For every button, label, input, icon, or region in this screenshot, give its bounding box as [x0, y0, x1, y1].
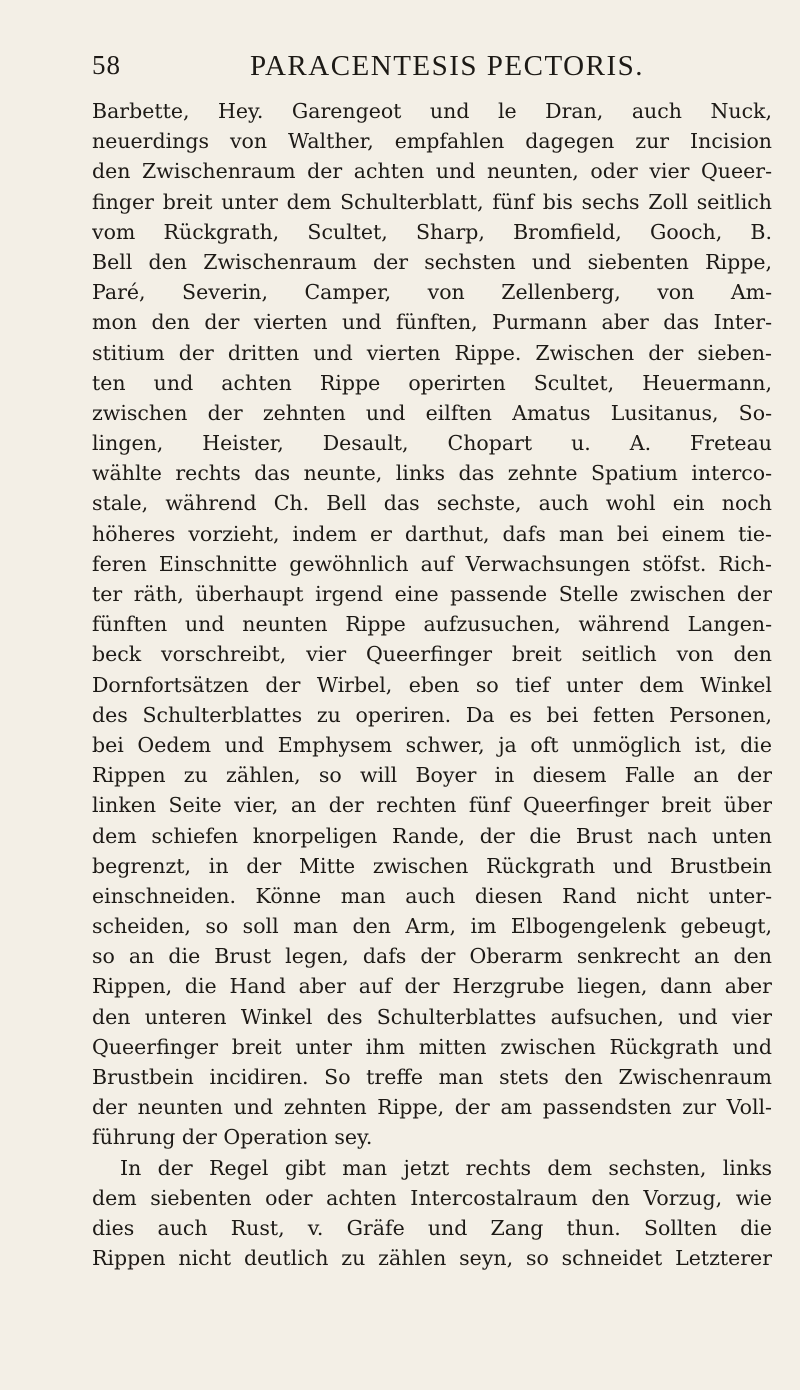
- text-line: Brustbein incidiren. So treffe man stets den Zwischenraum: [92, 1065, 772, 1089]
- text-line: neuerdings von Walther, empfahlen dagegen zur Incision: [92, 129, 772, 154]
- text-line: Barbette, Hey. Garengeot und le Dran, auch Nuck,: [92, 99, 772, 123]
- text-line: führung der Operation sey.: [92, 1125, 373, 1150]
- text-line: Rippen nicht deutlich zu zählen seyn, so schneidet Letzterer: [92, 1246, 772, 1271]
- text-line: stitium der dritten und vierten Rippe. Zwischen der sieben-: [92, 340, 772, 365]
- page-header: [0, 50, 800, 90]
- text-line: scheiden, so soll man den Arm, im Elbogengelenk gebeugt,: [92, 914, 772, 939]
- text-line: beck vorschreibt, vier Queerfinger breit seitlich von den: [92, 642, 772, 667]
- text-line: lingen, Heister, Desault, Chopart u. A. Freteau: [92, 431, 772, 456]
- text-line: den unteren Winkel des Schulterblattes aufsuchen, und vier: [92, 1004, 772, 1029]
- text-line: linken Seite vier, an der rechten fünf Queerfinger breit über: [92, 793, 772, 818]
- text-line: mon den der vierten und fünften, Purmann aber das Inter-: [92, 310, 772, 335]
- text-line: begrenzt, in der Mitte zwischen Rückgrath und Brustbein: [92, 853, 772, 878]
- text-line: höheres vorzieht, indem er darthut, dafs man bei einem tie-: [92, 521, 772, 546]
- text-line: dem siebenten oder achten Intercostalraum den Vorzug, wie: [92, 1185, 772, 1210]
- text-line: finger breit unter dem Schulterblatt, fünf bis sechs Zoll seitlich: [92, 189, 772, 214]
- text-line: Dornfortsätzen der Wirbel, eben so tief unter dem Winkel: [92, 672, 772, 697]
- text-line: so an die Brust legen, dafs der Oberarm senkrecht an den: [92, 944, 772, 969]
- text-line: der neunten und zehnten Rippe, der am passendsten zur Voll-: [92, 1095, 772, 1120]
- text-line: den Zwischenraum der achten und neunten, oder vier Queer-: [92, 159, 772, 184]
- text-line: In der Regel gibt man jetzt rechts dem sechsten, links: [120, 1155, 772, 1180]
- text-line: Queerfinger breit unter ihm mitten zwischen Rückgrath und: [92, 1034, 772, 1059]
- text-line: ten und achten Rippe operirten Scultet, Heuermann,: [92, 370, 772, 395]
- text-line: feren Einschnitte gewöhnlich auf Verwachsungen stöfst. Rich-: [92, 551, 772, 576]
- text-line: des Schulterblattes zu operiren. Da es bei fetten Personen,: [92, 702, 772, 727]
- text-line: zwischen der zehnten und eilften Amatus Lusitanus, So-: [92, 400, 772, 425]
- text-line: Bell den Zwischenraum der sechsten und siebenten Rippe,: [92, 249, 772, 274]
- page-number: 58: [92, 50, 121, 80]
- text-line: Rippen, die Hand aber auf der Herzgrube liegen, dann aber: [92, 974, 772, 999]
- text-line: einschneiden. Könne man auch diesen Rand nicht unter-: [92, 883, 772, 908]
- text-line: wählte rechts das neunte, links das zehnte Spatium interco-: [92, 461, 772, 486]
- running-head: PARACENTESIS PECTORIS.: [250, 50, 644, 82]
- text-line: dies auch Rust, v. Gräfe und Zang thun. Sollten die: [92, 1215, 772, 1240]
- text-line: vom Rückgrath, Scultet, Sharp, Bromfield, Gooch, B.: [92, 219, 772, 244]
- text-line: Rippen zu zählen, so will Boyer in diesem Falle an der: [92, 763, 772, 788]
- text-line: stale, während Ch. Bell das sechste, auch wohl ein noch: [92, 491, 772, 516]
- text-line: ter räth, überhaupt irgend eine passende Stelle zwischen der: [92, 582, 772, 606]
- text-line: bei Oedem und Emphysem schwer, ja oft unmöglich ist, die: [92, 732, 772, 757]
- text-line: Paré, Severin, Camper, von Zellenberg, von Am-: [92, 280, 772, 305]
- text-line: fünften und neunten Rippe aufzusuchen, während Langen-: [92, 612, 772, 637]
- text-line: dem schiefen knorpeligen Rande, der die Brust nach unten: [92, 823, 772, 848]
- body-text: [92, 96, 772, 1273]
